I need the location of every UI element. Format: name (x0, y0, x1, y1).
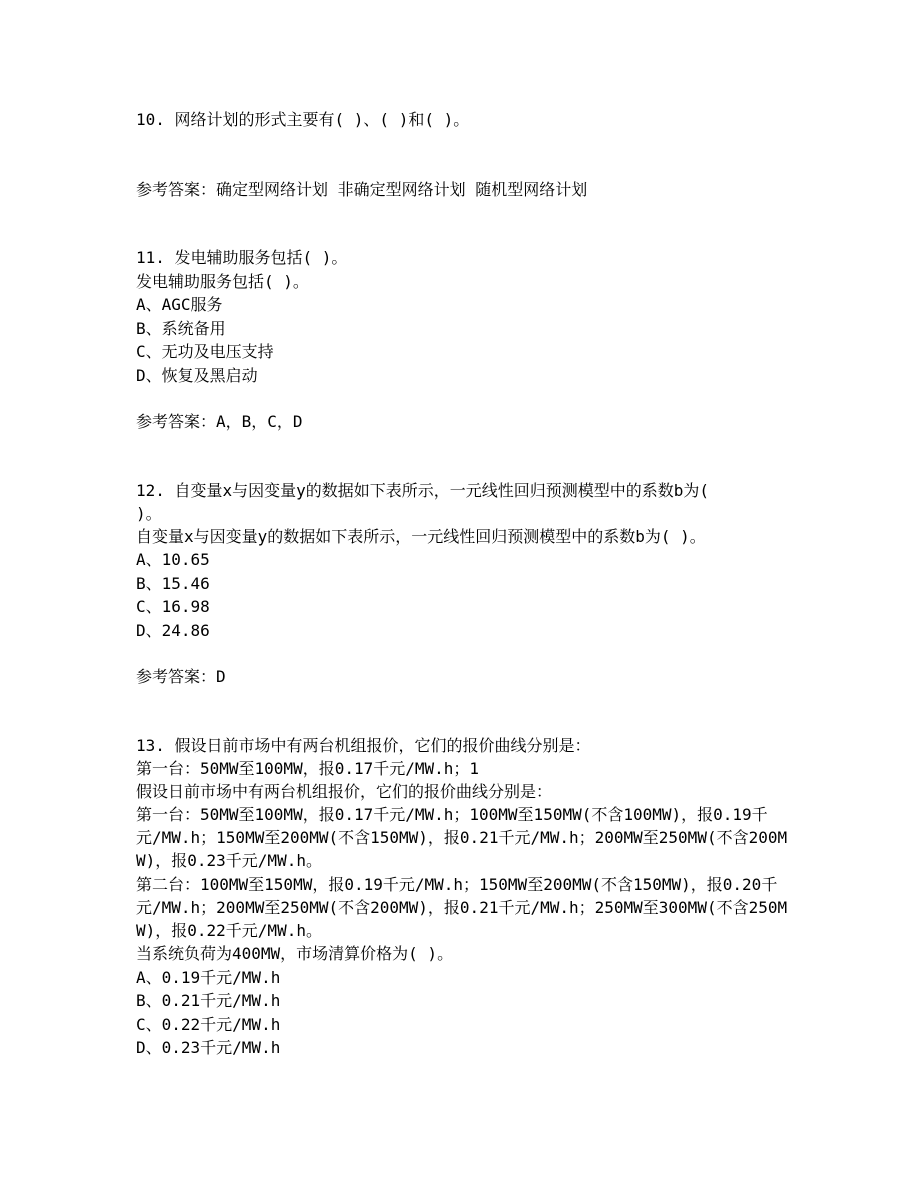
q13-body-line: 元/MW.h；150MW至200MW(不含150MW)，报0.21千元/MW.h；200MW至250MW(不含200M (136, 828, 788, 847)
q13-option-a: A、0.19千元/MW.h (136, 968, 281, 987)
q11-restated: 发电辅助服务包括( )。 (136, 272, 309, 291)
q11-question: 11. 发电辅助服务包括( )。 (136, 248, 348, 267)
q12-answer: 参考答案：D (136, 667, 226, 686)
q13-option-b: B、0.21千元/MW.h (136, 991, 281, 1010)
q13-question-line2: 第一台：50MW至100MW，报0.17千元/MW.h；1 (136, 759, 480, 778)
q13-body-line: 第二台：100MW至150MW，报0.19千元/MW.h；150MW至200MW(不含150MW)，报0.20千 (136, 875, 778, 894)
q13-restated: 假设日前市场中有两台机组报价，它们的报价曲线分别是： (136, 782, 553, 801)
q11-option-d: D、恢复及黑启动 (136, 366, 258, 385)
q12-question-line2: )。 (136, 504, 162, 523)
q12-option-b: B、15.46 (136, 574, 210, 593)
q13-option-c: C、0.22千元/MW.h (136, 1015, 281, 1034)
q11-option-c: C、无功及电压支持 (136, 342, 274, 361)
q13-body-line: W)，报0.22千元/MW.h。 (136, 921, 322, 940)
q12-option-a: A、10.65 (136, 550, 210, 569)
q13-option-d: D、0.23千元/MW.h (136, 1038, 281, 1057)
q13-body-line: W)，报0.23千元/MW.h。 (136, 851, 322, 870)
q10-answer: 参考答案：确定型网络计划 非确定型网络计划 随机型网络计划 (136, 180, 588, 199)
q12-option-d: D、24.86 (136, 621, 210, 640)
q12-question-line1: 12. 自变量x与因变量y的数据如下表所示，一元线性回归预测模型中的系数b为( (136, 481, 710, 500)
q11-option-b: B、系统备用 (136, 319, 226, 338)
q11-answer: 参考答案：A，B，C，D (136, 412, 303, 431)
q13-body-line: 元/MW.h；200MW至250MW(不含200MW)，报0.21千元/MW.h；250MW至300MW(不含250M (136, 898, 788, 917)
q12-option-c: C、16.98 (136, 597, 210, 616)
q13-question: 13. 假设日前市场中有两台机组报价，它们的报价曲线分别是： (136, 736, 591, 755)
q11-option-a: A、AGC服务 (136, 295, 223, 314)
q13-body-line: 第一台：50MW至100MW，报0.17千元/MW.h；100MW至150MW(不含100MW)，报0.19千 (136, 805, 768, 824)
q13-body-line: 当系统负荷为400MW，市场清算价格为( )。 (136, 944, 454, 963)
q10-question: 10. 网络计划的形式主要有( )、( )和( )。 (136, 110, 470, 129)
q12-restated: 自变量x与因变量y的数据如下表所示，一元线性回归预测模型中的系数b为( )。 (136, 527, 706, 546)
